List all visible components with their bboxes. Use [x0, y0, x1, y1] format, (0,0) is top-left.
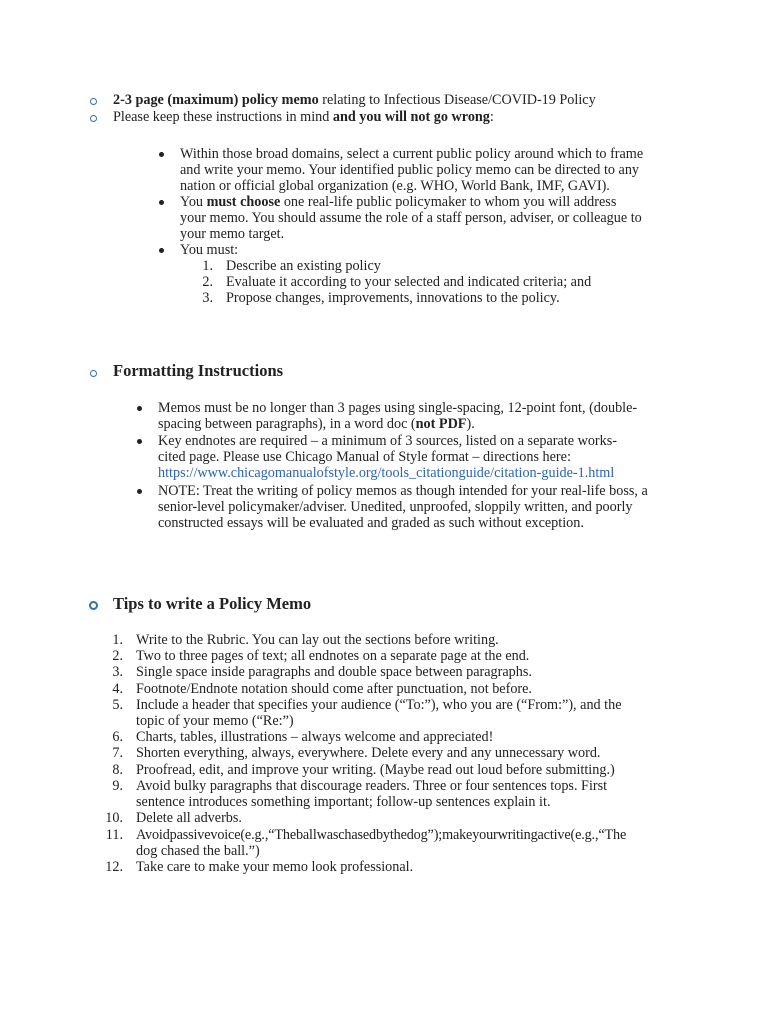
formatting-bullet-2 [158, 433, 617, 482]
tip-number: 6. [112, 729, 123, 745]
top-item-2 [113, 109, 494, 125]
formatting-bullet-1 [158, 400, 637, 432]
bold-run: not PDF [415, 416, 467, 433]
text-line [158, 416, 637, 432]
text-run: ). [466, 416, 475, 433]
text-line: Memos must be no longer than 3 pages using single-spacing, 12-point font, (double- [158, 400, 638, 416]
tip-number: 12. [105, 859, 123, 875]
text-line: and write your memo. Your identified public policy memo can be directed to any [180, 162, 640, 179]
text-line: constructed essays will be evaluated and graded as such without exception. [158, 515, 584, 532]
text-run: one real-life public policymaker to whom you will address [280, 194, 617, 210]
tip-number: 8. [112, 762, 123, 778]
circle-bullet-icon [90, 370, 97, 377]
bullet-dot-icon [159, 152, 164, 157]
text-line: sentence introduces something important; follow-up sentences explain it. [136, 794, 551, 811]
tip-number: 1. [112, 632, 123, 648]
circle-bullet-icon [90, 115, 97, 122]
tip-text [136, 697, 622, 729]
tips-heading: Tips to write a Policy Memo [113, 594, 312, 613]
text-line: NOTE: Treat the writing of policy memos as though intended for your real-life boss, a [158, 483, 648, 499]
text-line: senior-level policymaker/adviser. Unedited, unproofed, sloppily written, and poorly [158, 499, 633, 516]
subitem-number: 1. [202, 258, 213, 274]
tip-text: Proofread, edit, and improve your writing. (Maybe read out loud before submitting.) [136, 762, 615, 778]
tip-text: Charts, tables, illustrations – always welcome and appreciated! [136, 729, 494, 745]
subitem-text: Propose changes, improvements, innovations to the policy. [226, 290, 560, 306]
bullet-dot-icon [137, 406, 142, 411]
tip-number: 5. [112, 697, 123, 713]
bullet-dot-icon [159, 248, 164, 253]
tip-text: Shorten everything, always, everywhere. Delete every and any unnecessary word. [136, 745, 601, 761]
subitem-text: Evaluate it according to your selected and indicated criteria; and [226, 274, 592, 290]
tip-text: Footnote/Endnote notation should come after punctuation, not before. [136, 681, 532, 697]
tip-number: 10. [105, 810, 123, 826]
subitem-text: Describe an existing policy [226, 258, 381, 274]
tip-text [136, 778, 607, 810]
subitem-number: 3. [202, 290, 213, 306]
text-line: nation or official global organization (e.g. WHO, World Bank, IMF, GAVI). [180, 178, 610, 195]
text-line: cited page. Please use Chicago Manual of Style format – directions here: [158, 449, 571, 466]
instruction-bullet-1 [180, 146, 643, 195]
bullet-dot-icon [159, 200, 164, 205]
tip-number: 3. [112, 664, 123, 680]
tip-text: Single space inside paragraphs and double space between paragraphs. [136, 664, 532, 680]
tip-text: Take care to make your memo look professional. [136, 859, 414, 875]
text-line: Within those broad domains, select a current public policy around which to frame [180, 146, 644, 162]
text-line: topic of your memo (“Re:”) [136, 713, 294, 730]
tip-number: 7. [112, 745, 123, 761]
top-item-1 [113, 92, 596, 108]
subitem-number: 2. [202, 274, 213, 290]
top-item-2-pre: Please keep these instructions in mind [113, 109, 333, 125]
tip-number: 11. [105, 827, 123, 843]
text-line: Include a header that specifies your audience (“To:”), who you are (“From:”), and the [136, 697, 622, 713]
circle-bullet-icon [89, 601, 98, 610]
text-line: your memo. You should assume the role of a staff person, adviser, or colleague to [180, 210, 642, 227]
formatting-bullet-3 [158, 483, 648, 532]
top-item-1-rest: relating to Infectious Disease/COVID-19 Policy [318, 92, 596, 108]
tip-number: 9. [112, 778, 123, 794]
instruction-bullet-2 [180, 194, 642, 243]
text-line: dog chased the ball.”) [136, 843, 260, 860]
tip-number: 2. [112, 648, 123, 664]
top-item-1-bold: 2-3 page (maximum) policy memo [113, 92, 319, 108]
tip-text [136, 827, 626, 859]
text-line: Avoidpassivevoice(e.g.,“Theballwaschasedbythedog”);makeyourwritingactive(e.g.,“The [136, 827, 627, 843]
tip-text: Two to three pages of text; all endnotes on a separate page at the end. [136, 648, 530, 664]
instruction-bullet-3: You must: [180, 242, 239, 258]
citation-guide-link[interactable]: https://www.chicagomanualofstyle.org/tools_citationguide/citation-guide-1.html [158, 465, 615, 482]
tip-text: Delete all adverbs. [136, 810, 242, 826]
formatting-heading: Formatting Instructions [113, 361, 284, 380]
text-run: spacing between paragraphs), in a word doc ( [158, 416, 416, 433]
text-line: your memo target. [180, 226, 285, 243]
text-line [180, 194, 642, 210]
text-line: Key endnotes are required – a minimum of 3 sources, listed on a separate works- [158, 433, 617, 449]
text-line: Avoid bulky paragraphs that discourage readers. Three or four sentences tops. First [136, 778, 608, 794]
tip-number: 4. [112, 681, 123, 697]
bullet-dot-icon [137, 489, 142, 494]
bold-run: must choose [206, 194, 281, 210]
circle-bullet-icon [90, 98, 97, 105]
top-item-2-post: : [489, 109, 494, 125]
tip-text: Write to the Rubric. You can lay out the sections before writing. [136, 632, 499, 648]
text-run: You [180, 194, 207, 210]
top-item-2-bold: and you will not go wrong [332, 109, 490, 125]
bullet-dot-icon [137, 439, 142, 444]
